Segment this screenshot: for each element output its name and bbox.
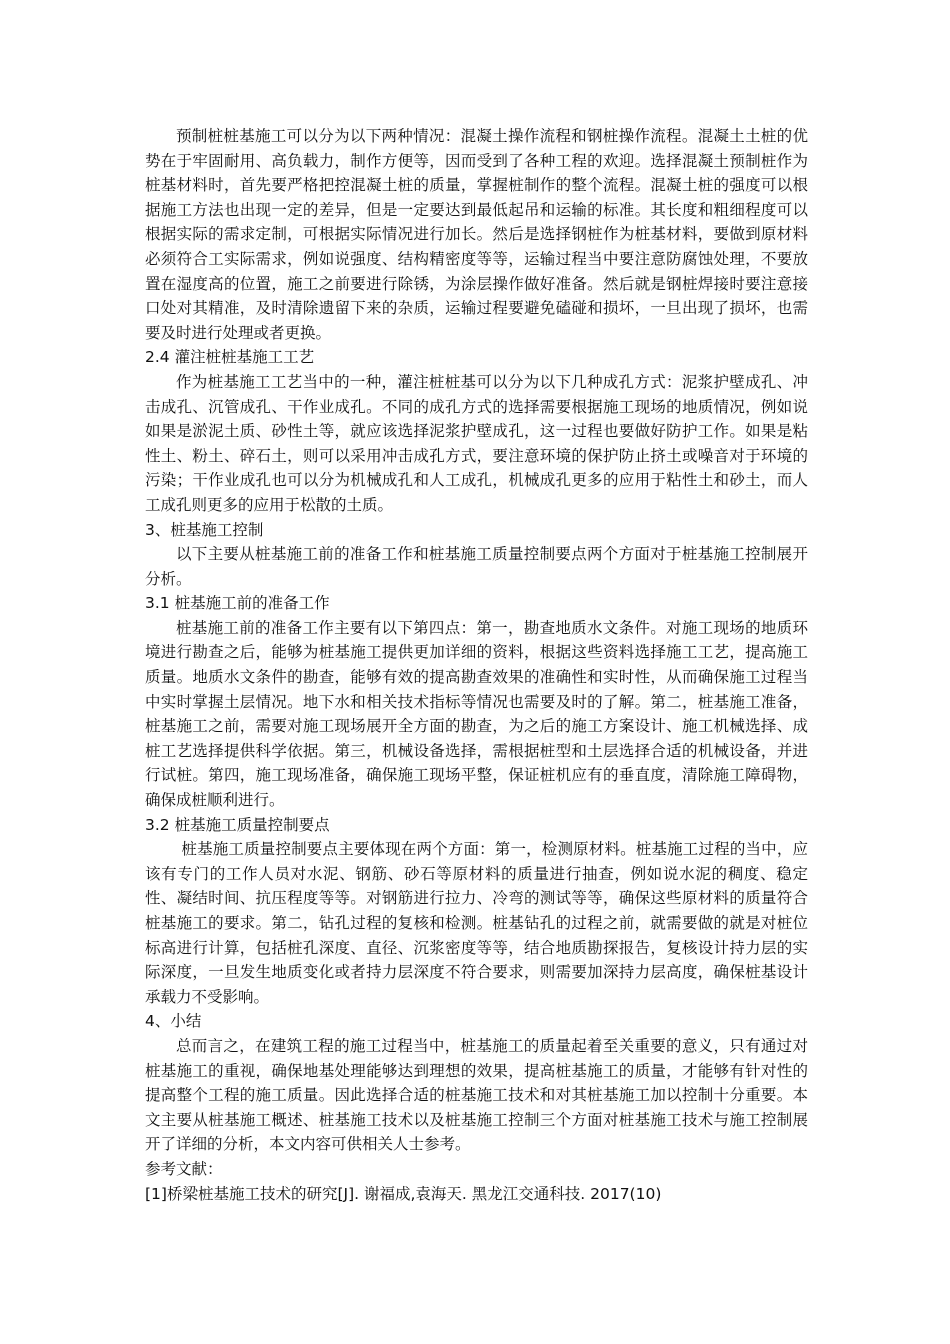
section-heading-3-1: 3.1 桩基施工前的准备工作 (145, 594, 330, 613)
paragraph-control-intro: 以下主要从桩基施工前的准备工作和桩基施工质量控制要点两个方面对于桩基施工控制展开分析。 (145, 545, 808, 588)
section-heading-4: 4、小结 (145, 1012, 202, 1031)
references-heading: 参考文献： (145, 1159, 223, 1178)
paragraph-precast-pile: 预制桩桩基施工可以分为以下两种情况：混凝土操作流程和钢桩操作流程。混凝土土桩的优势在于牢固耐用、高负载力，制作方便等，因而受到了各种工程的欢迎。选择混凝土预制桩作为桩基材料时，首先要严格把控混凝土桩的质量，掌握桩制作的整个流程。混凝土桩的强度可以根据施工方法也出现一定的差异，但是一定要达到最低起吊和运输的标准。其长度和粗细程度可以根据实际的需求定制，可根据实际情况进行加长。然后是选择钢桩作为桩基材料，要做到原材料必须符合工实际需求，例如说强度、结构精密度等等，运输过程当中要注意防腐蚀处理，不要放置在湿度高的位置，施工之前要进行除锈，为涂层操作做好准备。然后就是钢桩焊接时要注意接口处对其精准，及时清除遗留下来的杂质，运输过程要避免磕碰和损坏，一旦出现了损坏，也需要及时进行处理或者更换。 (145, 127, 808, 342)
section-heading-3-2: 3.2 桩基施工质量控制要点 (145, 815, 330, 834)
section-heading-3: 3、桩基施工控制 (145, 520, 264, 539)
reference-item: [1]桥梁桩基施工技术的研究[J]. 谢福成,袁海天. 黑龙江交通科技. 2017(10) (145, 1184, 662, 1203)
paragraph-preparation: 桩基施工前的准备工作主要有以下第四点：第一，勘查地质水文条件。对施工现场的地质环境进行勘查之后，能够为桩基施工提供更加详细的资料，根据这些资料选择施工工艺，提高施工质量。地质水文条件的勘查，能够有效的提高勘查效果的准确性和实时性，从而确保施工过程当中实时掌握土层情况。地下水和相关技术指标等情况也需要及时的了解。第二，桩基施工准备，桩基施工之前，需要对施工现场展开全方面的勘查，为之后的施工方案设计、施工机械选择、成桩工艺选择提供科学依据。第三，机械设备选择，需根据桩型和土层选择合适的机械设备，并进行试桩。第四，施工现场准备，确保施工现场平整，保证桩机应有的垂直度，清除施工障碍物，确保成桩顺利进行。 (145, 618, 808, 810)
paragraph-quality-control: 桩基施工质量控制要点主要体现在两个方面：第一，检测原材料。桩基施工过程的当中，应该有专门的工作人员对水泥、钢筋、砂石等原材料的质量进行抽查，例如说水泥的稠度、稳定性、凝结时间、抗压程度等等。对钢筋进行拉力、冷弯的测试等等，确保这些原材料的质量符合桩基施工的要求。第二，钻孔过程的复核和检测。桩基钻孔的过程之前，就需要做的就是对桩位标高进行计算，包括桩孔深度、直径、沉浆密度等等，结合地质勘探报告，复核设计持力层的实际深度，一旦发生地质变化或者持力层深度不符合要求，则需要加深持力层高度，确保桩基设计承载力不受影响。 (145, 840, 808, 1006)
document-body (145, 124, 808, 1206)
section-heading-2-4: 2.4 灌注桩桩基施工工艺 (145, 348, 315, 367)
paragraph-summary: 总而言之，在建筑工程的施工过程当中，桩基施工的质量起着至关重要的意义，只有通过对桩基施工的重视，确保地基处理能够达到理想的效果，提高桩基施工的质量，才能够有针对性的提高整个工程的施工质量。因此选择合适的桩基施工技术和对其桩基施工加以控制十分重要。本文主要从桩基施工概述、桩基施工技术以及桩基施工控制三个方面对桩基施工技术与施工控制展开了详细的分析，本文内容可供相关人士参考。 (145, 1036, 808, 1154)
paragraph-bored-pile: 作为桩基施工工艺当中的一种，灌注桩桩基可以分为以下几种成孔方式：泥浆护壁成孔、冲击成孔、沉管成孔、干作业成孔。不同的成孔方式的选择需要根据施工现场的地质情况，例如说如果是淤泥土质、砂性土等，就应该选择泥浆护壁成孔，这一过程也要做好防护工作。如果是粘性土、粉土、碎石土，则可以采用冲击成孔方式，要注意环境的保护防止挤土或噪音对于环境的污染；干作业成孔也可以分为机械成孔和人工成孔，机械成孔更多的应用于粘性土和砂土，而人工成孔则更多的应用于松散的土质。 (145, 372, 808, 514)
